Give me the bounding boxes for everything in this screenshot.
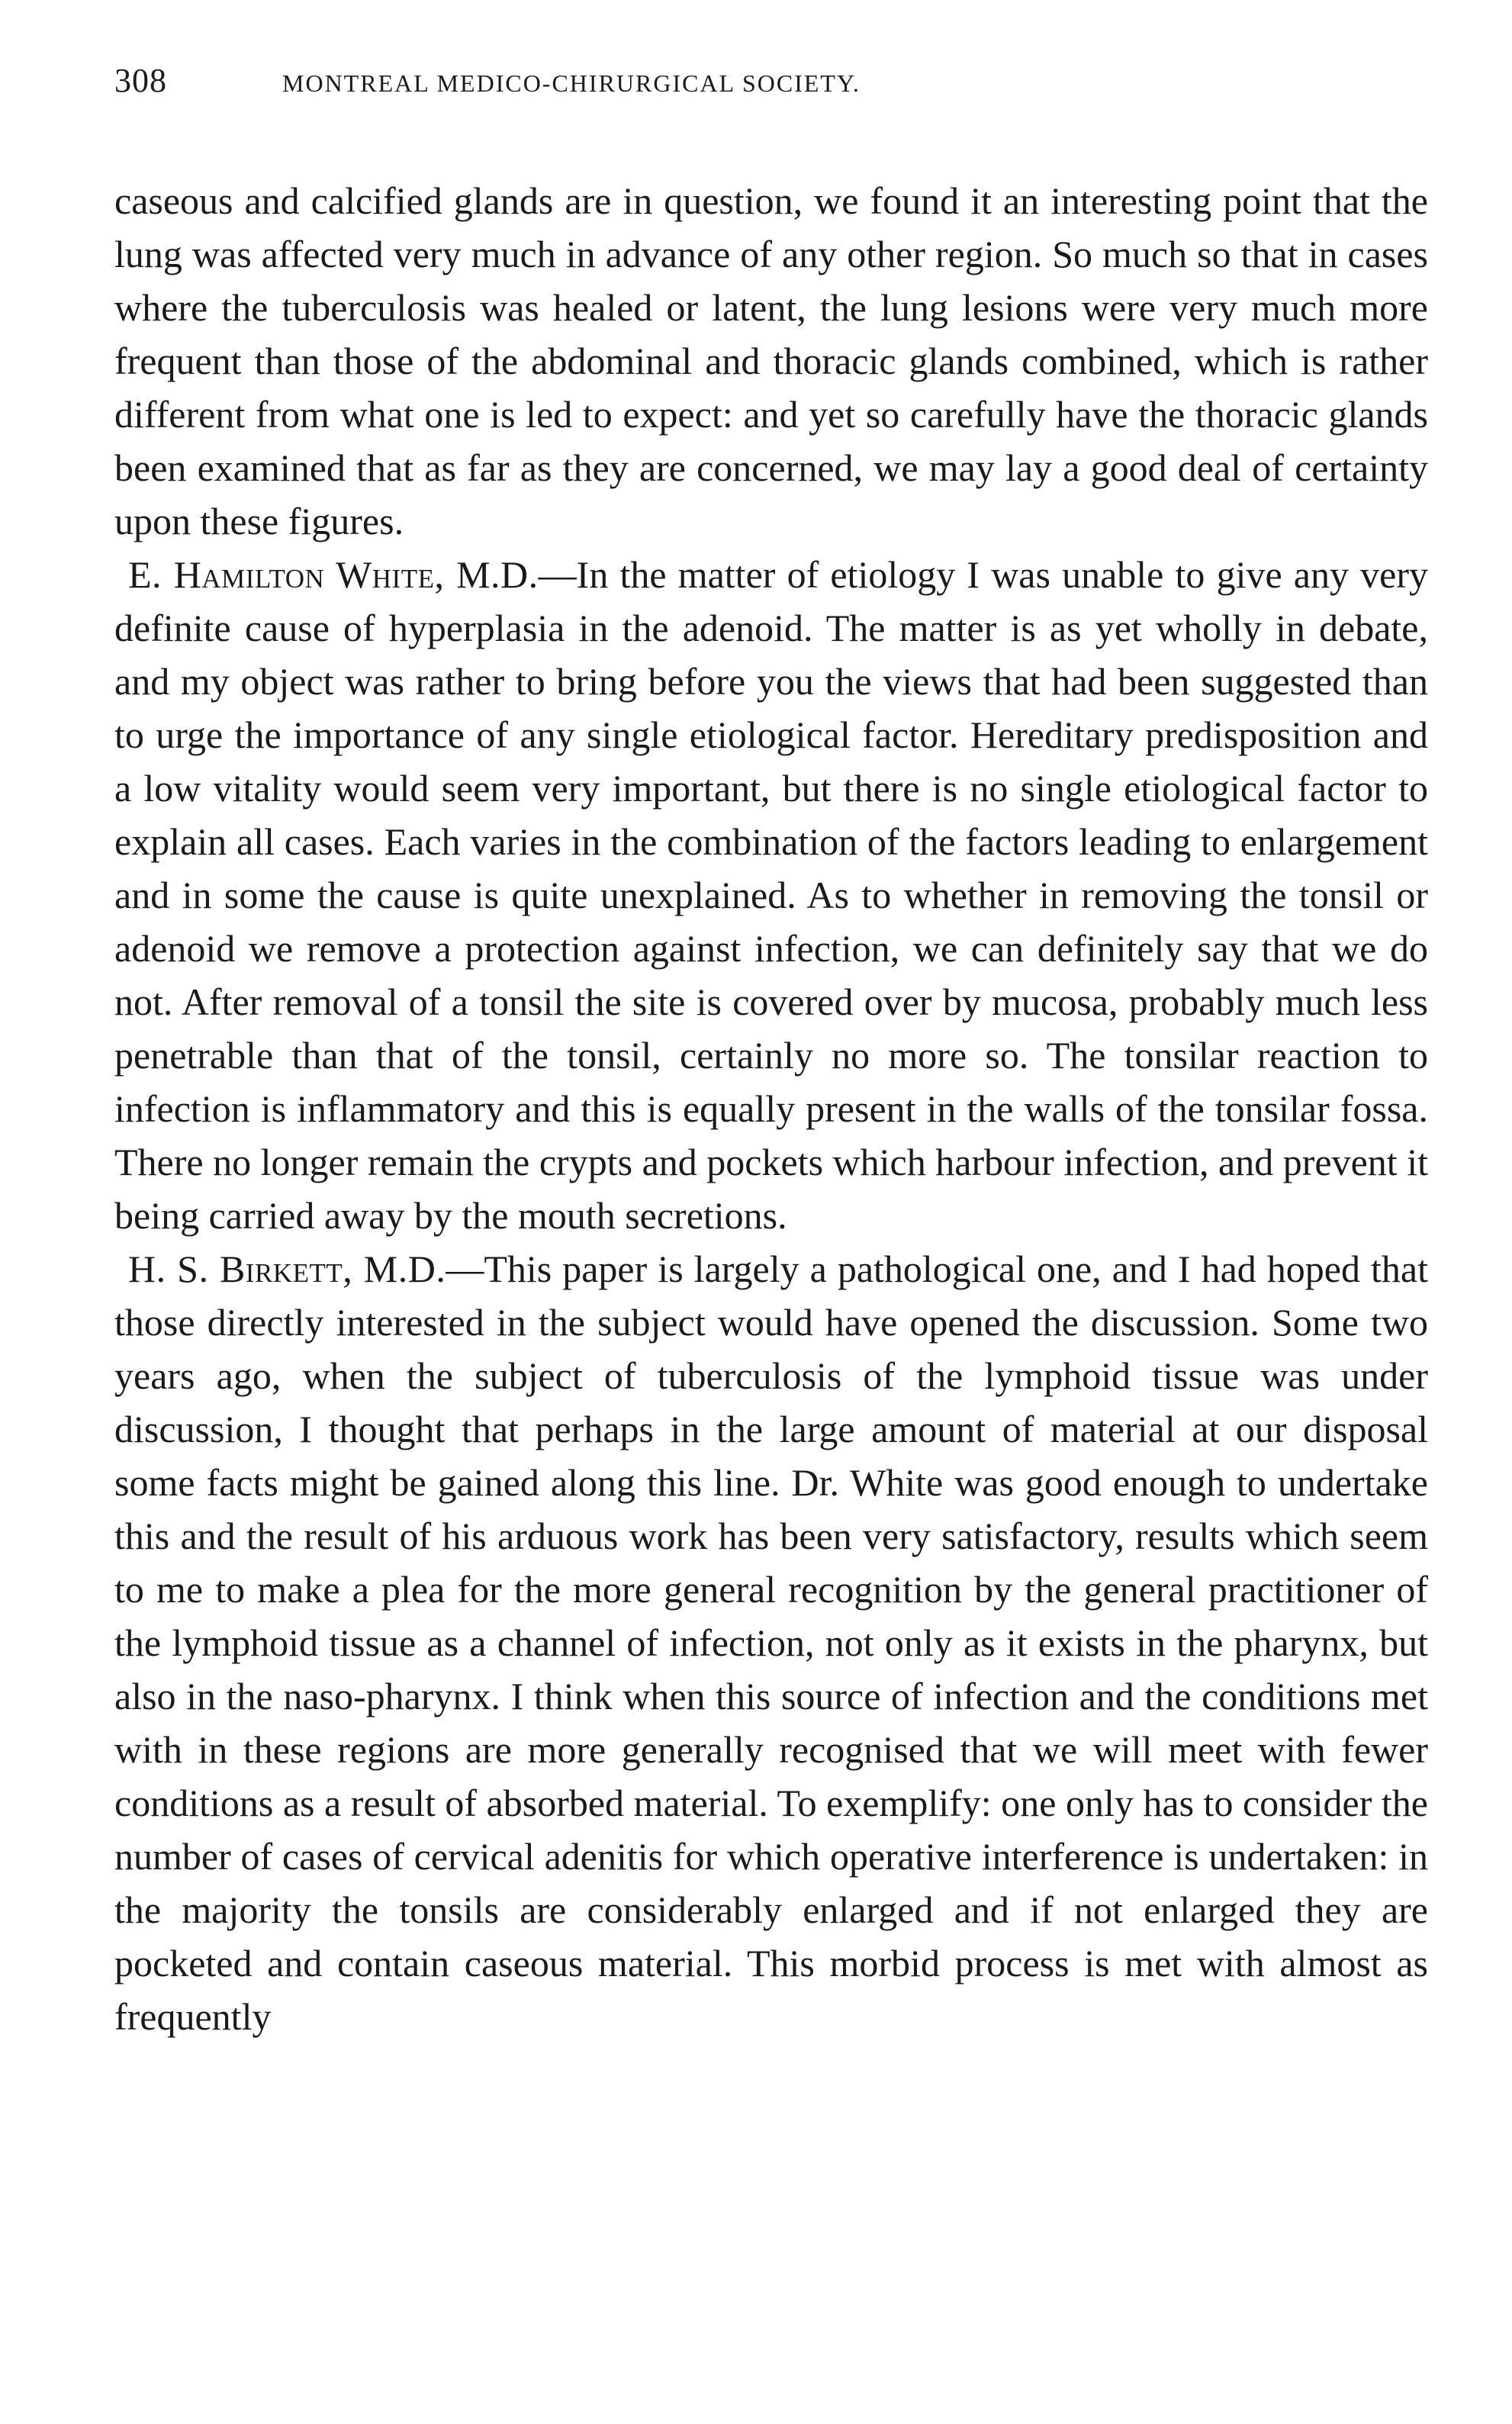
page-number: 308 (114, 62, 167, 99)
paragraph-text: —In the matter of etiology I was unable to give any very definite cause of hyperplasia in the adenoid. The matter is as yet wholly in debate, and my object was rather to bring before you the views that had been suggested than to urge the importance of any single etiological factor. Hereditary predisposition and a low vitality would seem very important, but there is no single etiological factor to explain all cases. Each varies in the combination of the factors leading to enlargement and in some the cause is quite unexplained. As to whether in removing the tonsil or adenoid we remove a protection against infection, we can definitely say that we do not. After removal of a tonsil the site is covered over by mucosa, probably much less penetrable than that of the tonsil, certainly no more so. The tonsilar reaction to infection is inflammatory and this is equally present in the walls of the tonsilar fossa. There no longer remain the crypts and pockets which harbour infection, and prevent it being carried away by the mouth secretions. (114, 553, 1428, 1237)
journal-title: MONTREAL MEDICO-CHIRURGICAL SOCIETY. (282, 69, 861, 97)
paragraph-text: caseous and calcified glands are in question, we found it an interesting point that the lung was affected very much in advance of any other region. So much so that in cases where the tuberculosis was healed or latent, the lung lesions were very much more frequent than those of the abdominal and thoracic glands combined, which is rather different from what one is led to expect: and yet so carefully have the thoracic glands been examined that as far as they are concerned, we may lay a good deal of certainty upon these figures. (114, 179, 1428, 542)
speaker-name: E. Hamilton White, M.D. (128, 553, 539, 596)
body-text (114, 174, 1428, 2043)
document-page (114, 61, 1428, 2043)
paragraph-birkett-remarks (114, 1242, 1428, 2043)
paragraph-text: —This paper is largely a pathological one, and I had hoped that those directly interested in the subject would have opened the discussion. Some two years ago, when the subject of tuberculosis of the lymphoid tissue was under discussion, I thought that perhaps in the large amount of material at our disposal some facts might be gained along this line. Dr. White was good enough to undertake this and the result of his arduous work has been very satisfactory, results which seem to me to make a plea for the more general recognition by the general practitioner of the lymphoid tissue as a channel of infection, not only as it exists in the pharynx, but also in the naso-pharynx. I think when this source of infection and the conditions met with in these regions are more generally recognised that we will meet with fewer conditions as a result of absorbed material. To exemplify: one only has to consider the number of cases of cervical adenitis for which operative interference is undertaken: in the majority the tonsils are considerably enlarged and if not enlarged they are pocketed and contain caseous material. This morbid process is met with almost as frequently (114, 1247, 1428, 2038)
paragraph-continuation (114, 174, 1428, 548)
running-head (114, 61, 1428, 114)
speaker-name: H. S. Birkett, M.D. (128, 1247, 446, 1290)
paragraph-white-remarks (114, 548, 1428, 1242)
